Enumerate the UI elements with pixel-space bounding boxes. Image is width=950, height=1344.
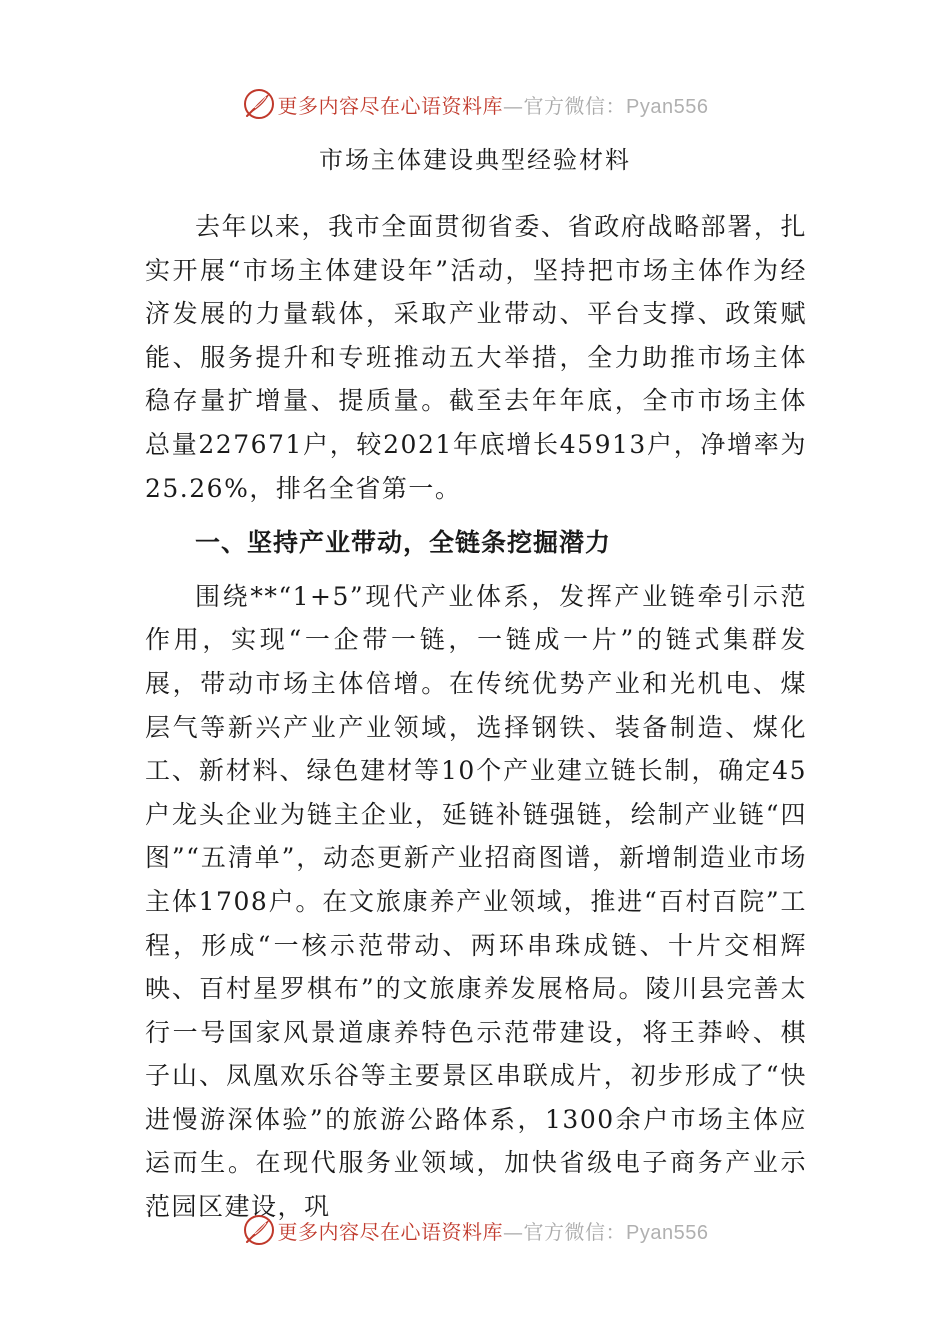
quill-pen-logo-icon [242, 87, 276, 121]
document-body [145, 205, 807, 1229]
watermark-id: Pyan556 [626, 95, 709, 118]
watermark-id: Pyan556 [626, 1221, 709, 1244]
quill-pen-logo-icon [242, 1213, 276, 1247]
watermark-dash-text: —官方微信： [503, 1219, 627, 1244]
watermark-text: 更多内容尽在心语资料库 [277, 1219, 504, 1244]
document-title: 市场主体建设典型经验材料 [319, 146, 631, 174]
section-paragraph: 围绕**“1+5”现代产业体系，发挥产业链牵引示范作用，实现“一企带一链，一链成一片”的链式集群发展，带动市场主体倍增。在传统优势产业和光机电、煤层气等新兴产业产业领域，选择钢铁、装备制造、煤化工、新材料、绿色建材等10个产业建立链长制，确定45户龙头企业为链主企业，延链补链强链，绘制产业链“四图”“五清单”，动态更新产业招商图谱，新增制造业市场主体1708户。在文旅康养产业领域，推进“百村百院”工程，形成“一核示范带动、两环串珠成链、十片交相辉映、百村星罗棋布”的文旅康养发展格局。陵川县完善太行一号国家风景道康养特色示范带建设，将王莽岭、棋子山、凤凰欢乐谷等主要景区串联成片，初步形成了“快进慢游深体验”的旅游公路体系，1300余户市场主体应运而生。在现代服务业领域，加快省级电子商务产业示范园区建设，巩 [145, 581, 807, 1222]
watermark-banner-bottom [0, 1210, 950, 1250]
watermark-banner-top [0, 84, 950, 124]
watermark-text: 更多内容尽在心语资料库 [277, 93, 504, 118]
watermark-dash-text: —官方微信： [503, 93, 627, 118]
section-heading: 一、坚持产业带动，全链条挖掘潜力 [195, 528, 612, 558]
intro-paragraph: 去年以来，我市全面贯彻省委、省政府战略部署，扎实开展“市场主体建设年”活动，坚持把市场主体作为经济发展的力量载体，采取产业带动、平台支撑、政策赋能、服务提升和专班推动五大举措，全力助推市场主体稳存量扩增量、提质量。截至去年年底，全市市场主体总量227671户，较2021年底增长45913户，净增率为25.26%，排名全省第一。 [145, 212, 807, 503]
